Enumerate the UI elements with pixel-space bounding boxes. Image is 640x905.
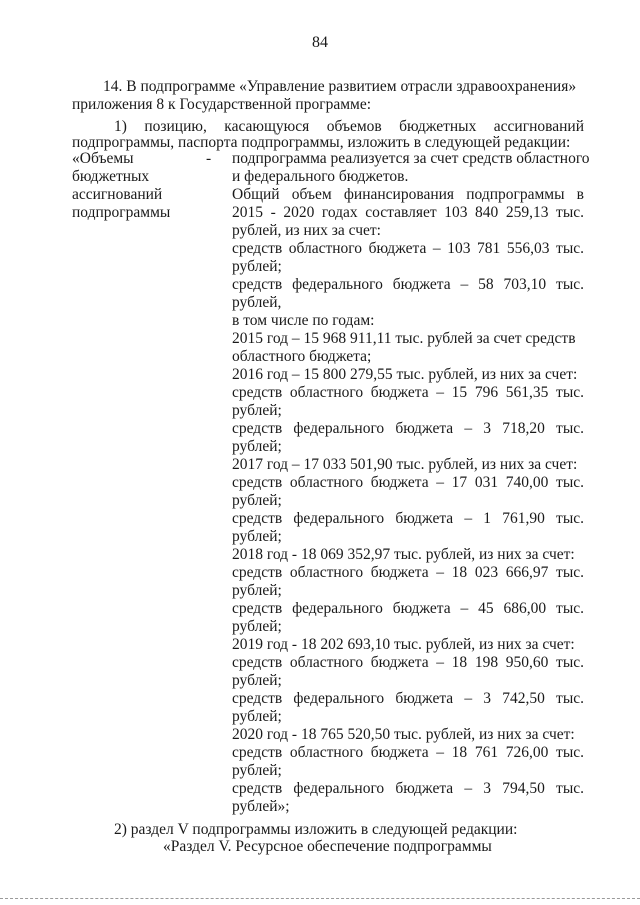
intro-line-3: 1) позицию, касающуюся объемов бюджетных ассигнований — [114, 118, 584, 135]
passport-value-line: в том числе по годам: — [232, 312, 375, 329]
passport-value-line: средств федерального бюджета – 3 718,20 тыс. — [232, 420, 584, 437]
page-number: 84 — [312, 34, 328, 51]
label-dash: - — [206, 150, 212, 167]
passport-value-line: средств областного бюджета – 18 761 726,00 тыс. — [232, 744, 584, 761]
passport-value-line: средств областного бюджета – 103 781 556,03 тыс. — [232, 240, 584, 257]
closing-line-2: «Раздел V. Ресурсное обеспечение подпрограммы — [163, 838, 492, 855]
intro-line-4: подпрограммы, паспорта подпрограммы, изложить в следующей редакции: — [72, 134, 571, 151]
label-line: «Объемы — [72, 150, 134, 167]
passport-value-line: 2019 год - 18 202 693,10 тыс. рублей, из них за счет: — [232, 636, 575, 653]
closing-line-1: 2) раздел V подпрограммы изложить в следующей редакции: — [114, 821, 518, 838]
intro-line-1: 14. В подпрограмме «Управление развитием отрасли здравоохранения» — [103, 78, 577, 95]
passport-value-line: рублей; — [232, 762, 282, 779]
passport-value-line: средств федерального бюджета – 58 703,10 тыс. — [232, 276, 584, 293]
passport-value-line: 2016 год – 15 800 279,55 тыс. рублей, из них за счет: — [232, 366, 578, 383]
passport-value-line: рублей, из них за счет: — [232, 222, 381, 239]
passport-label — [72, 150, 170, 222]
passport-value-line: рублей; — [232, 582, 282, 599]
label-line: ассигнований — [72, 186, 163, 203]
passport-value-line: рублей; — [232, 402, 282, 419]
passport-value-line: рублей; — [232, 492, 282, 509]
passport-value-line: и федерального бюджетов. — [232, 168, 409, 185]
passport-value-line: средств областного бюджета – 18 198 950,60 тыс. — [232, 654, 584, 671]
passport-value-line: средств федерального бюджета – 3 742,50 тыс. — [232, 690, 584, 707]
passport-value-line: средств областного бюджета – 15 796 561,35 тыс. — [232, 384, 584, 401]
passport-value-line: 2015 год – 15 968 911,11 тыс. рублей за счет средств — [232, 330, 576, 347]
passport-value-line: подпрограмма реализуется за счет средств областного — [232, 150, 590, 167]
intro-line-2: приложения 8 к Государственной программе: — [72, 96, 372, 113]
passport-value-line: 2015 - 2020 годах составляет 103 840 259,13 тыс. — [232, 204, 584, 221]
passport-value-line: 2018 год - 18 069 352,97 тыс. рублей, из них за счет: — [232, 546, 575, 563]
passport-value — [232, 150, 590, 816]
passport-value-line: рублей; — [232, 258, 282, 275]
passport-value-line: рублей; — [232, 672, 282, 689]
label-line: подпрограммы — [72, 204, 171, 221]
passport-value-line: рублей»; — [232, 798, 290, 815]
passport-value-line: рублей; — [232, 438, 282, 455]
passport-value-line: Общий объем финансирования подпрограммы в — [232, 186, 584, 203]
passport-value-line: средств федерального бюджета – 45 686,00 тыс. — [232, 600, 584, 617]
label-line: бюджетных — [72, 168, 150, 185]
passport-value-line: рублей; — [232, 708, 282, 725]
passport-value-line: областного бюджета; — [232, 348, 372, 365]
passport-value-line: рублей; — [232, 528, 282, 545]
passport-value-line: средств федерального бюджета – 1 761,90 тыс. — [232, 510, 584, 527]
passport-value-line: рублей, — [232, 294, 282, 311]
page-bottom-rule — [0, 898, 640, 899]
passport-value-line: 2017 год – 17 033 501,90 тыс. рублей, из них за счет: — [232, 456, 578, 473]
passport-value-line: средств областного бюджета – 17 031 740,00 тыс. — [232, 474, 584, 491]
passport-value-line: 2020 год - 18 765 520,50 тыс. рублей, из них за счет: — [232, 726, 575, 743]
passport-value-line: средств федерального бюджета – 3 794,50 тыс. — [232, 780, 584, 797]
passport-value-line: средств областного бюджета – 18 023 666,97 тыс. — [232, 564, 584, 581]
passport-value-line: рублей; — [232, 618, 282, 635]
